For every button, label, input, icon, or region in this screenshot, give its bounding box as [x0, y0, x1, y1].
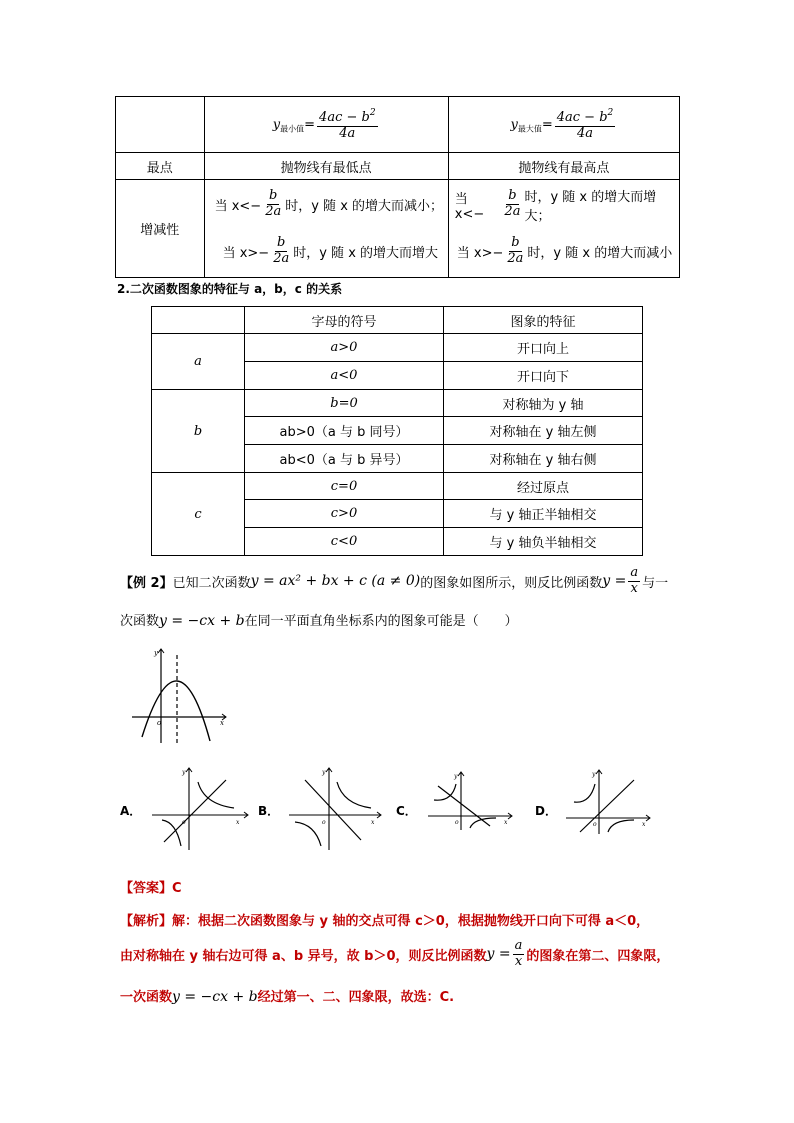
a-feature-1: 开口向下 — [444, 362, 643, 390]
opt-b-origin: o — [322, 819, 326, 826]
example-linear: y = −cx + b — [159, 613, 245, 629]
c-feature-0: 经过原点 — [444, 473, 643, 500]
answer-line — [120, 877, 182, 896]
extremum-table — [115, 96, 680, 278]
example-line2-post: 在同一平面直角坐标系内的图象可能是（ ） — [244, 614, 518, 629]
parabola-x-label: x — [220, 719, 224, 727]
analysis-inv-num: a — [514, 937, 523, 953]
analysis-line2-post: 的图象在第二、四象限， — [526, 948, 670, 964]
opt-c-hyperbola-q4 — [470, 818, 496, 828]
max-num: 4ac − b — [556, 109, 608, 125]
mono-right1-den: 2a — [504, 204, 521, 219]
parabola-curve — [142, 681, 210, 741]
opt-d-x-label: x — [642, 821, 646, 828]
opt-a-hyperbola-q3 — [162, 820, 181, 846]
mono-right2-num: b — [511, 235, 520, 251]
max-value-cell — [448, 97, 679, 153]
analysis-line3-pre: 一次函数 — [120, 990, 173, 1005]
mono-right-line2 — [449, 228, 679, 276]
min-eq: = — [304, 117, 316, 132]
answer-tag: 【答案】 — [120, 881, 173, 896]
min-formula — [317, 108, 378, 142]
option-d-graph[interactable] — [562, 766, 654, 836]
opt-a-x-label: x — [236, 819, 240, 826]
analysis-inv-pre: y = — [486, 946, 511, 962]
analysis-line2-pre: 由对称轴在 y 轴右边可得 a、b 异号，故 b＞0，则反比例函数 — [120, 948, 487, 964]
mono-right1-num: b — [508, 188, 517, 204]
max-y: y — [510, 117, 518, 132]
opt-a-y-label: y — [182, 769, 186, 776]
vertex-label: 最点 — [116, 153, 205, 180]
mono-right-cell — [448, 180, 679, 278]
c-sign-2: c<0 — [245, 528, 444, 556]
example-line2-pre: 次函数 — [120, 614, 160, 629]
example-inv-num: a — [630, 564, 639, 580]
min-value-cell — [204, 97, 448, 153]
example-text1: 已知二次函数 — [172, 575, 251, 591]
mono-left2-post: 时，y 随 x 的增大而增大 — [293, 246, 439, 261]
example-line1 — [120, 564, 668, 598]
opt-c-y-label: y — [454, 773, 458, 780]
max-eq: = — [541, 117, 553, 132]
mono-left2-num: b — [277, 235, 286, 251]
min-sub: 最小值 — [280, 124, 305, 133]
c-sign-0: c=0 — [245, 473, 444, 500]
mono-left1-num: b — [269, 188, 278, 204]
abc-table — [151, 306, 643, 556]
mono-left-line1 — [205, 182, 448, 228]
example-text3: 与一 — [642, 575, 669, 591]
mono-right1-pre: 当 x<− — [454, 191, 485, 222]
mono-right1-frac — [502, 189, 522, 220]
mono-left1-frac — [263, 189, 283, 220]
max-num-exp: 2 — [607, 107, 614, 118]
mono-left-cell — [204, 180, 448, 278]
option-a-graph[interactable] — [148, 760, 250, 852]
b-sign-0: b=0 — [245, 390, 444, 417]
opt-a-origin: o — [182, 819, 186, 826]
analysis-inv-frac — [513, 939, 525, 970]
option-c-label[interactable]: C． — [396, 804, 417, 818]
opt-b-hyperbola-q3 — [295, 822, 321, 846]
b-label: b — [152, 390, 245, 473]
mono-left1-den: 2a — [265, 204, 282, 219]
mono-right2-post: 时，y 随 x 的增大而减小 — [527, 246, 673, 261]
opt-d-hyperbola-q2 — [574, 784, 595, 802]
example-inv-frac — [628, 566, 640, 597]
b-sign-2: ab<0（a 与 b 异号） — [245, 445, 444, 473]
analysis-tag: 【解析】 — [120, 914, 173, 929]
mono-right-line1 — [449, 182, 679, 228]
parabola-origin-label: o — [157, 719, 162, 727]
example-tag: 【例 2】 — [120, 575, 173, 591]
header-feature: 图象的特征 — [444, 307, 643, 334]
a-feature-0: 开口向上 — [444, 334, 643, 362]
analysis-line3-post: 经过第一、二、四象限，故选：C. — [257, 990, 455, 1005]
opt-c-line — [438, 786, 490, 826]
parabola-y-label: y — [154, 649, 158, 657]
example-line2 — [120, 610, 518, 629]
opt-c-origin: o — [455, 819, 459, 826]
min-den: 4a — [339, 125, 356, 141]
b-feature-2: 对称轴在 y 轴右侧 — [444, 445, 643, 473]
opt-b-y-label: y — [322, 769, 326, 776]
mono-left2-frac — [271, 236, 291, 267]
c-feature-1: 与 y 轴正半轴相交 — [444, 500, 643, 528]
option-c-graph[interactable] — [424, 768, 516, 832]
opt-a-hyperbola-q1 — [198, 782, 234, 808]
analysis-line2 — [120, 936, 669, 972]
mono-left2-den: 2a — [273, 251, 290, 266]
header-sign: 字母的符号 — [245, 307, 444, 334]
a-sign-0: a>0 — [245, 334, 444, 362]
c-feature-2: 与 y 轴负半轴相交 — [444, 528, 643, 556]
opt-b-x-label: x — [371, 819, 375, 826]
max-den: 4a — [576, 125, 594, 141]
min-y: y — [272, 117, 281, 132]
mono-left2-pre: 当 x>− — [222, 246, 270, 261]
opt-c-x-label: x — [504, 819, 508, 826]
analysis-line1 — [120, 910, 649, 929]
max-formula — [555, 108, 616, 142]
mono-label: 增减性 — [116, 180, 205, 278]
opt-d-origin: o — [593, 821, 597, 828]
answer-value: C — [172, 881, 182, 896]
section2-title: 2.二次函数图象的特征与 a，b，c 的关系 — [117, 282, 343, 296]
example-text2: 的图象如图所示，则反比例函数 — [420, 575, 603, 591]
opt-d-line — [580, 780, 634, 832]
mono-right1-post: 时，y 随 x 的增大而增大； — [524, 189, 657, 224]
example-quad: y = ax² + bx + c (a ≠ 0) — [250, 573, 421, 589]
mono-right2-frac — [505, 236, 525, 267]
opt-a-line — [164, 780, 226, 842]
min-num-exp: 2 — [369, 107, 376, 118]
example-inv-den: x — [630, 580, 638, 596]
c-label: c — [152, 473, 245, 556]
a-label: a — [152, 334, 245, 390]
opt-d-hyperbola-q4 — [608, 820, 634, 832]
analysis-line3 — [120, 986, 454, 1005]
table1-empty-cell — [116, 97, 205, 153]
opt-b-hyperbola-q1 — [337, 782, 371, 808]
analysis-inv-den: x — [514, 953, 523, 969]
vertex-left: 抛物线有最低点 — [204, 153, 448, 180]
example-inv-pre: y = — [602, 573, 627, 589]
c-sign-1: c>0 — [245, 500, 444, 528]
b-feature-0: 对称轴为 y 轴 — [444, 390, 643, 417]
option-b-graph[interactable] — [285, 760, 385, 852]
mono-left1-post: 时，y 随 x 的增大而减小； — [285, 199, 444, 214]
option-b-label[interactable]: B． — [258, 804, 280, 818]
vertex-right: 抛物线有最高点 — [448, 153, 679, 180]
min-num: 4ac − b — [319, 109, 370, 125]
option-d-label[interactable]: D． — [535, 804, 557, 818]
mono-right2-den: 2a — [507, 251, 524, 266]
opt-d-y-label: y — [592, 771, 596, 778]
max-sub: 最大值 — [517, 124, 542, 133]
b-sign-1: ab>0（a 与 b 同号） — [245, 417, 444, 445]
parabola-figure — [130, 645, 230, 745]
b-feature-1: 对称轴在 y 轴左侧 — [444, 417, 643, 445]
mono-left1-pre: 当 x<− — [214, 199, 262, 214]
mono-left-line2 — [205, 228, 448, 276]
a-sign-1: a<0 — [245, 362, 444, 390]
option-a-label[interactable]: A． — [120, 804, 142, 818]
mono-right2-pre: 当 x>− — [456, 246, 504, 261]
analysis-linear: y = −cx + b — [172, 989, 258, 1005]
analysis-line1-text: 解：根据二次函数图象与 y 轴的交点可得 c＞0，根据抛物线开口向下可得 a＜0， — [172, 914, 650, 929]
table2-empty-head — [152, 307, 245, 334]
